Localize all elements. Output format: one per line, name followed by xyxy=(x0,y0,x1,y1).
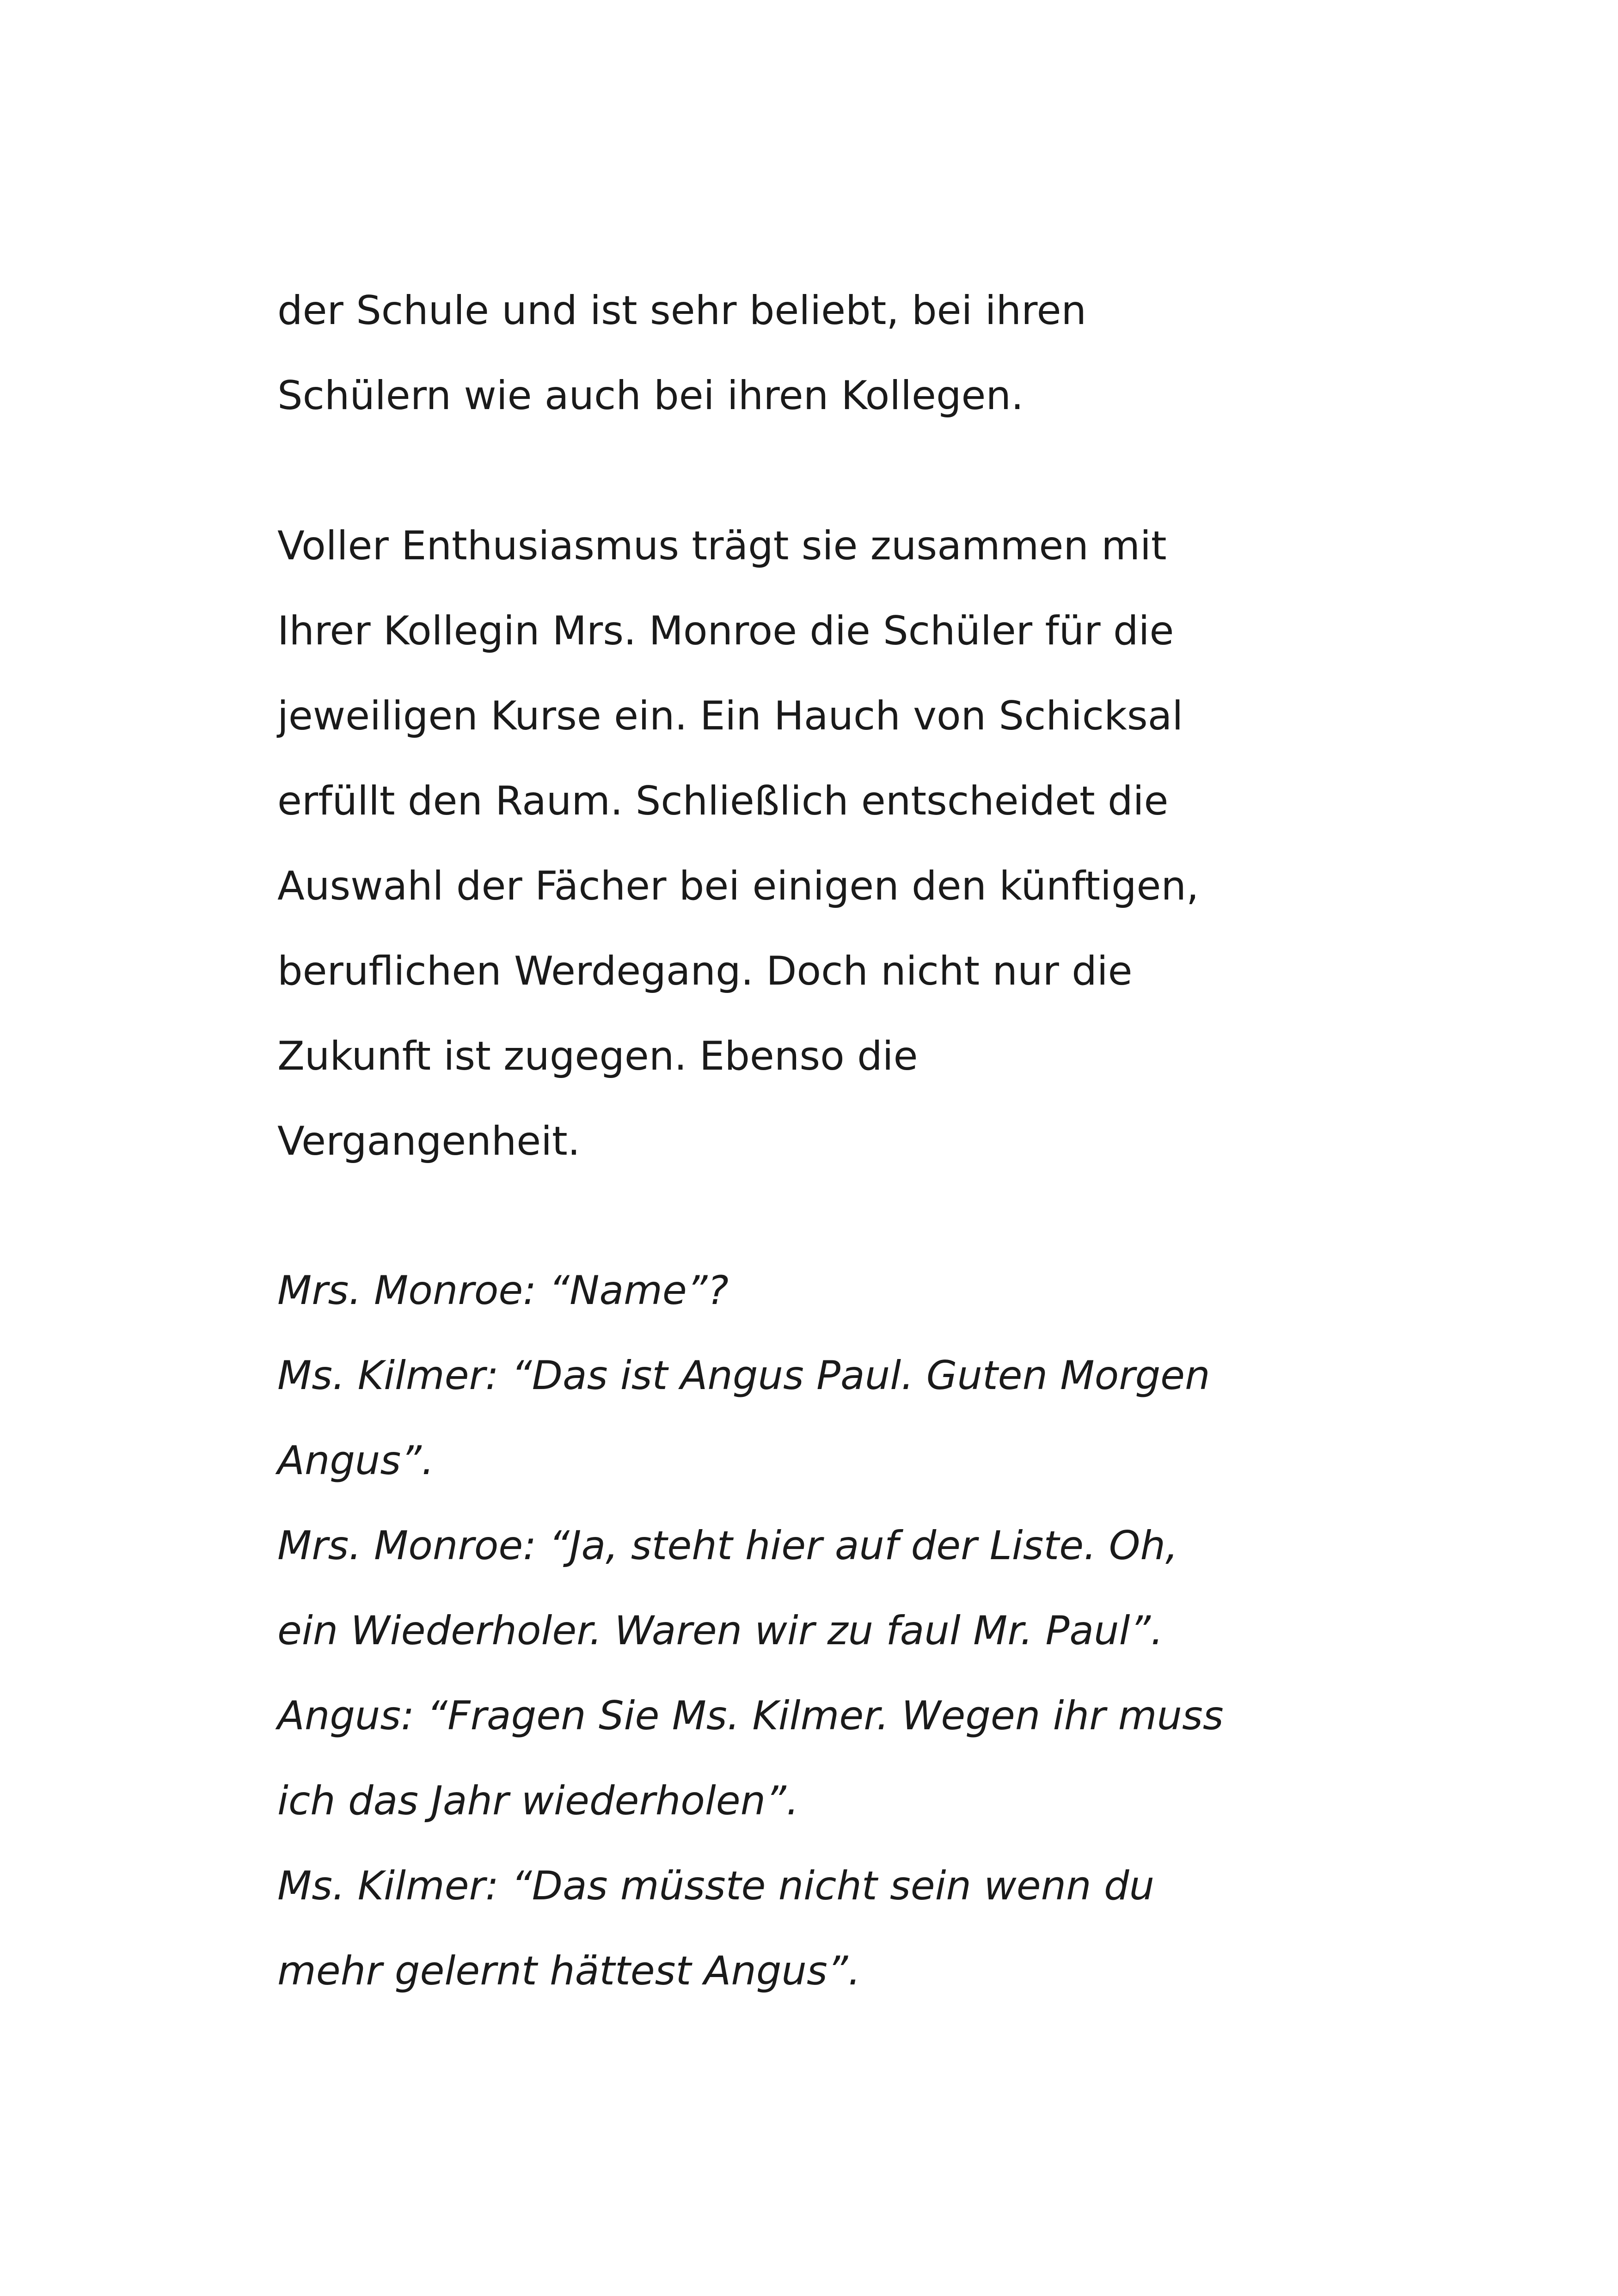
text-line: erfüllt den Raum. Schließlich entscheidet die xyxy=(277,778,1169,824)
text-line: Zukunft ist zugegen. Ebenso die xyxy=(277,1033,918,1079)
dialogue-line: Angus: “Fragen Sie Ms. Kilmer. Wegen ihr muss xyxy=(277,1693,1224,1739)
text-line: Ihrer Kollegin Mrs. Monroe die Schüler für die xyxy=(277,608,1174,654)
text-line: Schülern wie auch bei ihren Kollegen. xyxy=(277,373,1024,419)
text-line: Vergangenheit. xyxy=(277,1118,581,1164)
text-line: Auswahl der Fächer bei einigen den künftigen, xyxy=(277,863,1199,909)
text-line: Voller Enthusiasmus trägt sie zusammen mit xyxy=(277,523,1167,569)
dialogue-line: mehr gelernt hättest Angus”. xyxy=(277,1948,861,1994)
dialogue-line: ich das Jahr wiederholen”. xyxy=(277,1778,799,1824)
dialogue-line: Mrs. Monroe: “Name”? xyxy=(277,1267,729,1314)
text-line: der Schule und ist sehr beliebt, bei ihren xyxy=(277,288,1087,334)
dialogue-line: Mrs. Monroe: “Ja, steht hier auf der Liste. Oh, xyxy=(277,1523,1178,1569)
text-line: jeweiligen Kurse ein. Ein Hauch von Schicksal xyxy=(277,693,1183,739)
dialogue-line: Angus”. xyxy=(277,1438,435,1484)
paragraph-1 xyxy=(277,268,1387,438)
text-line: beruflichen Werdegang. Doch nicht nur die xyxy=(277,948,1133,994)
dialogue-line: Ms. Kilmer: “Das ist Angus Paul. Guten Morgen xyxy=(277,1353,1210,1399)
dialogue-block xyxy=(277,1248,1387,2014)
paragraph-2 xyxy=(277,503,1387,1184)
dialogue-line: Ms. Kilmer: “Das müsste nicht sein wenn du xyxy=(277,1863,1155,1909)
dialogue-line: ein Wiederholer. Waren wir zu faul Mr. Paul”. xyxy=(277,1608,1164,1654)
